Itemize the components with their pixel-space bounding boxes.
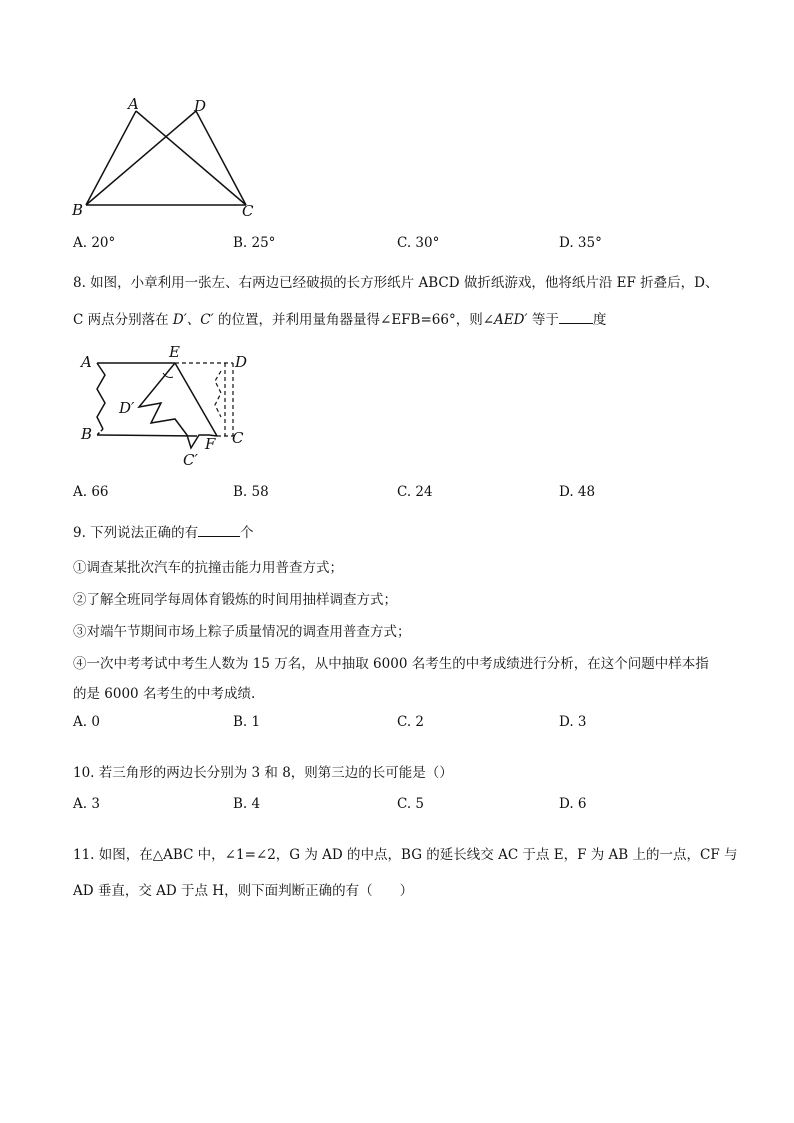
q9-stem-b: 个 xyxy=(240,525,254,541)
q11-stem-line1: 11. 如图，在△ABC 中，∠1=∠2，G 为 AD 的中点，BG 的延长线交 AC 于点 E，F 为 AB 上的一点，CF 与 xyxy=(73,847,738,863)
q9-stem-a: 9. 下列说法正确的有 xyxy=(73,525,199,541)
q9-item-1: ①调查某批次汽车的抗撞击能力用普查方式； xyxy=(73,560,343,576)
q9-item-3: ③对端午节期间市场上粽子质量情况的调查用普查方式； xyxy=(73,624,411,640)
q8-option-b: B. 58 xyxy=(233,484,269,500)
q7-option-d: D. 35° xyxy=(559,235,602,251)
q8-label-f: F xyxy=(205,435,216,453)
q7-segment-dc xyxy=(196,111,246,205)
q8-text-a: C 两点分别落在 xyxy=(73,312,173,328)
q7-segment-ab xyxy=(86,111,136,205)
q9-answer-blank xyxy=(198,522,240,537)
q9-option-d: D. 3 xyxy=(559,714,587,730)
q9-item-4-cont: 的是 6000 名考生的中考成绩. xyxy=(73,686,256,702)
q9-item-4: ④一次中考考试中考生人数为 15 万名，从中抽取 6000 名考生的中考成绩进行分析，在这个问题中样本指 xyxy=(73,656,709,672)
q7-option-b: B. 25° xyxy=(233,235,276,251)
q8-text-d: 度 xyxy=(592,312,607,328)
q9-item-2: ②了解全班同学每周体育锻炼的时间用抽样调查方式； xyxy=(73,592,397,608)
q9-stem xyxy=(73,521,254,541)
q10-option-c: C. 5 xyxy=(397,796,425,812)
q7-label-a: A xyxy=(128,95,139,113)
q8-label-e: E xyxy=(169,343,180,361)
q7-triangle-figure xyxy=(70,95,270,225)
q7-label-c: C xyxy=(242,202,254,220)
q8-torn-left-edge xyxy=(97,363,105,429)
q8-option-a: A. 66 xyxy=(73,484,109,500)
q9-option-b: B. 1 xyxy=(233,714,261,730)
q8-stem-line2 xyxy=(73,308,606,328)
q7-label-b: B xyxy=(72,201,84,219)
q8-stem-line1: 8. 如图，小章利用一张左、右两边已经破损的长方形纸片 ABCD 做折纸游戏，他将纸片沿 EF 折叠后，D、 xyxy=(73,275,719,291)
q8-text-b: 的位置，并利用量角器量得∠EFB=66°，则 xyxy=(213,312,483,328)
q8-label-a: A xyxy=(81,353,92,371)
q8-label-cprime: C′ xyxy=(183,451,198,469)
q7-label-d: D xyxy=(194,97,207,115)
q10-option-b: B. 4 xyxy=(233,796,261,812)
q8-fold-figure xyxy=(75,343,265,473)
q7-option-a: A. 20° xyxy=(73,235,116,251)
q8-text-angle: ∠AED′ xyxy=(482,312,528,328)
q8-label-c: C xyxy=(232,429,244,447)
q8-text-c: 等于 xyxy=(527,312,559,328)
q8-text-dprime: D′、C′ xyxy=(172,312,214,328)
q8-option-d: D. 48 xyxy=(559,484,596,500)
q8-answer-blank xyxy=(559,309,593,324)
q7-option-c: C. 30° xyxy=(397,235,440,251)
q8-option-c: C. 24 xyxy=(397,484,433,500)
q10-option-d: D. 6 xyxy=(559,796,587,812)
q10-option-a: A. 3 xyxy=(73,796,100,812)
q7-segment-ac xyxy=(136,111,246,205)
q8-edge-bf xyxy=(97,435,197,436)
q8-fold-line-ef xyxy=(175,363,217,436)
q10-stem: 10. 若三角形的两边长分别为 3 和 8，则第三边的长可能是（） xyxy=(73,765,453,781)
q9-option-a: A. 0 xyxy=(73,714,100,730)
q8-label-d: D xyxy=(235,353,248,371)
q7-segment-db xyxy=(86,111,196,205)
q8-label-b: B xyxy=(81,425,93,443)
q11-stem-line2: AD 垂直，交 AD 于点 H，则下面判断正确的有（ ） xyxy=(73,883,414,899)
q9-option-c: C. 2 xyxy=(397,714,425,730)
q8-label-dprime: D′ xyxy=(119,399,135,417)
